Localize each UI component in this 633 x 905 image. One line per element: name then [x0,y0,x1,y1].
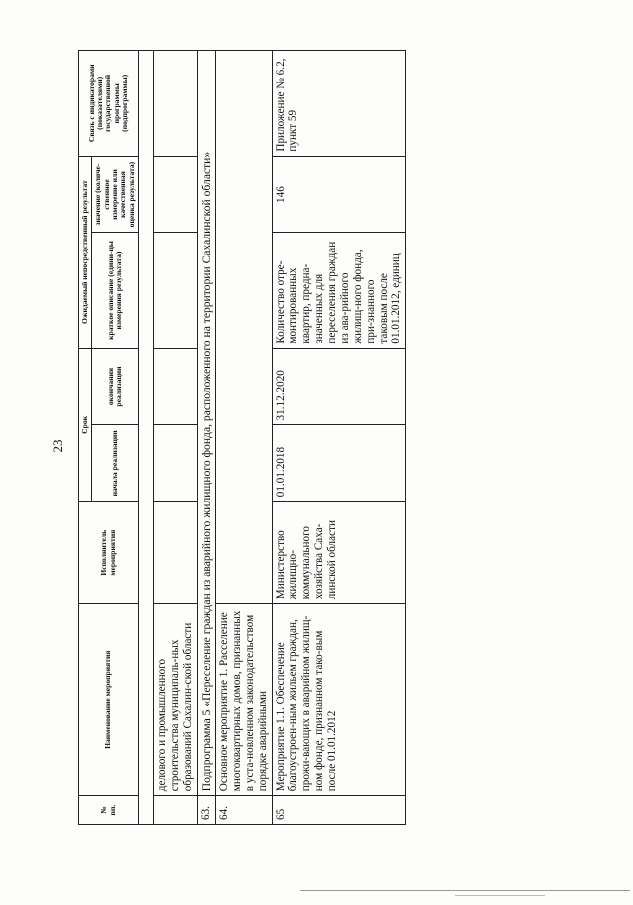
cell-num: 65 [272,796,406,825]
page-number: 23 [50,439,65,453]
header-executor: Исполнитель мероприятия [78,502,138,604]
header-result-desc: краткое описание (едини-цы измерения результата) [91,233,138,348]
cell-name: Основное мероприятие 1. Расселение многоквартирных домов, признанных в уста-новленном законодательством порядке аварийными [215,604,272,796]
header-num: № пп. [78,796,138,825]
cell-name: Мероприятие 1.1. Обеспечение благоустроен-ным жильем граждан, прожи-вающих в аварийном жилищ-ном фонде, признанном тако-вым после 01.01.2012 [272,604,406,796]
bottom-scan-artifacts [0,880,633,905]
measures-table [78,50,406,825]
rotated-table-container [78,50,548,825]
subprogram-title: Подпрограмма 5 «Переселение граждан из аварийного жилищного фонда, расположенного на территории Сахалинской области» [197,51,215,796]
table-row-65 [272,51,406,825]
cell-start: 01.01.2018 [272,425,406,502]
cell-executor [153,502,197,604]
scan-line [300,890,630,891]
header-term-end: окончания реализации [91,348,138,425]
cell-result-value: 146 [272,156,406,233]
gap-row [138,51,153,825]
header-row-1 [78,51,91,825]
header-term-start: начала реализации [91,425,138,502]
cell-result-value [153,156,197,233]
header-result-value: значение (количе-ственное измерение или качественная оценка результата) [91,156,138,233]
cell-result-desc [153,233,197,348]
cell-empty-span [215,51,272,604]
cell-name: делового и промышленного строительства муниципаль-ных образований Сахалин-ской области [153,604,197,796]
header-term: Срок [78,348,91,502]
cell-link: Приложение № 6.2, пункт 59 [272,51,406,157]
cell-executor: Министерство жилищно-коммунального хозяйства Саха-линской области [272,502,406,604]
cell-num: 64. [215,796,272,825]
header-name: Наименование мероприятия [78,604,138,796]
cell-end: 31.12.2020 [272,348,406,425]
scan-line [455,895,545,896]
cell-end [153,348,197,425]
cell-num: 63. [197,796,215,825]
cell-num [153,796,197,825]
header-link: Связь с индикаторами (показателями) государственной программы (подпрограммы) [78,51,138,157]
table-row-continuation [153,51,197,825]
cell-start [153,425,197,502]
cell-link [153,51,197,157]
cell-result-desc: Количество отре-монтированных квартир, предна-значенных для переселения граждан из ава-рийного жилищ-ного фонда, при-знанного таковым после 01.01.2012, единиц [272,233,406,348]
table-row-64 [215,51,272,825]
table-row-63 [197,51,215,825]
header-result: Ожидаемый непосредственный результат [78,156,91,348]
